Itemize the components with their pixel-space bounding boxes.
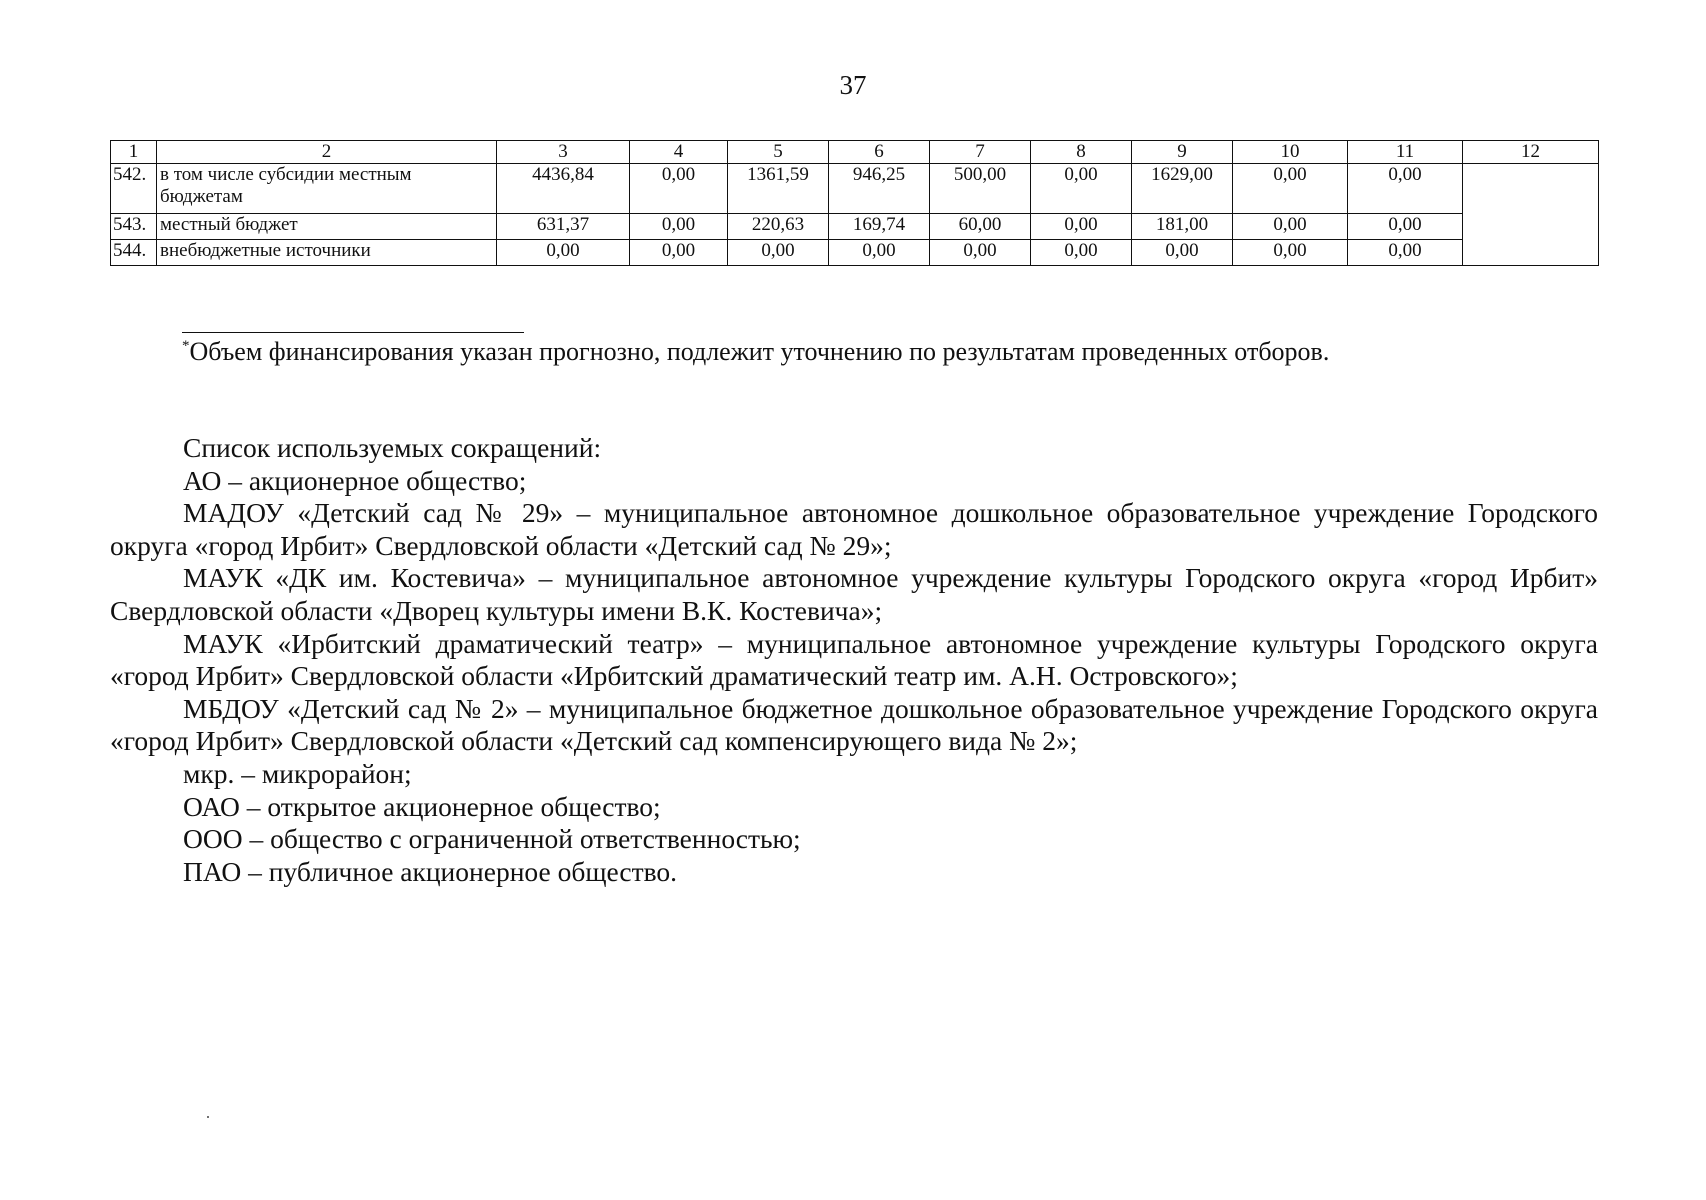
column-header: 6 [829, 141, 930, 164]
table-cell: 0,00 [1348, 214, 1463, 240]
table-cell: 0,00 [630, 164, 728, 214]
column-header: 9 [1132, 141, 1233, 164]
table-cell: 0,00 [1132, 240, 1233, 266]
table-cell: 0,00 [930, 240, 1031, 266]
table-cell: 500,00 [930, 164, 1031, 214]
footnote-text: Объем финансирования указан прогнозно, подлежит уточнению по результатам проведенных отборов. [189, 337, 1330, 366]
table-cell: 0,00 [1031, 214, 1132, 240]
column-header: 1 [111, 141, 157, 164]
column-header: 8 [1031, 141, 1132, 164]
page-number: 37 [839, 70, 867, 100]
table-cell: 220,63 [728, 214, 829, 240]
table-cell: 946,25 [829, 164, 930, 214]
abbreviation-item: ОАО – открытое акционерное общество; [183, 790, 661, 822]
column-header: 2 [157, 141, 497, 164]
table-cell: 1629,00 [1132, 164, 1233, 214]
column-header: 12 [1463, 141, 1599, 164]
column-header: 4 [630, 141, 728, 164]
scan-speck [207, 1116, 209, 1118]
abbreviation-item: ПАО – публичное акционерное общество. [183, 855, 678, 887]
table-cell: 0,00 [1348, 164, 1463, 214]
table-cell: 0,00 [1233, 240, 1348, 266]
abbreviation-item: МАУК «ДК им. Костевича» – муниципальное автономное учреждение культуры Городского округа «город Ирбит» Свердловской области «Дворец культуры имени В.К. Костевича»; [110, 562, 1598, 626]
table-row [111, 214, 1599, 240]
table-cell: 4436,84 [497, 164, 630, 214]
abbreviation-item: МАУК «Ирбитский драматический театр» – муниципальное автономное учреждение культуры Городского округа «город Ирбит» Свердловской области «Ирбитский драматический театр им. А.Н. Островского»; [110, 627, 1598, 692]
table-cell: 60,00 [930, 214, 1031, 240]
table-cell: 181,00 [1132, 214, 1233, 240]
abbreviation-item: АО – акционерное общество; [183, 464, 527, 496]
table-cell: 0,00 [630, 240, 728, 266]
table-cell: 0,00 [1031, 240, 1132, 266]
column-header: 10 [1233, 141, 1348, 164]
footnote-marker: * [182, 338, 190, 354]
row-name: местный бюджет [157, 214, 497, 240]
table-cell: 0,00 [1348, 240, 1463, 266]
row-index: 542. [111, 164, 157, 214]
table-cell: 0,00 [1233, 214, 1348, 240]
footnote-separator [182, 332, 524, 333]
row-index: 544. [111, 240, 157, 266]
abbreviation-item: МБДОУ «Детский сад № 2» – муниципальное бюджетное дошкольное образовательное учреждение Городского округа «город Ирбит» Свердловской области «Детский сад компенсирующего вида № 2»; [110, 692, 1598, 757]
column-12-cell [1463, 164, 1599, 266]
table-cell: 169,74 [829, 214, 930, 240]
row-index: 543. [111, 214, 157, 240]
table-cell: 0,00 [728, 240, 829, 266]
column-header: 3 [497, 141, 630, 164]
column-header: 11 [1348, 141, 1463, 164]
footnote [182, 337, 1329, 367]
table-row [111, 164, 1599, 214]
budget-table [110, 140, 1599, 266]
abbreviations-title: Список используемых сокращений: [183, 432, 602, 463]
table-cell: 0,00 [497, 240, 630, 266]
table-header-row [111, 141, 1599, 164]
abbreviation-item: ООО – общество с ограниченной ответственностью; [183, 823, 801, 855]
column-header: 7 [930, 141, 1031, 164]
table-row [111, 240, 1599, 266]
abbreviation-item: мкр. – микрорайон; [183, 757, 412, 789]
table-cell: 1361,59 [728, 164, 829, 214]
table-cell: 631,37 [497, 214, 630, 240]
table-cell: 0,00 [829, 240, 930, 266]
abbreviation-item: МАДОУ «Детский сад № 29» – муниципальное автономное дошкольное образовательное учреждение Городского округа «город Ирбит» Свердловской области «Детский сад № 29»; [110, 497, 1598, 561]
table-cell: 0,00 [1031, 164, 1132, 214]
table-cell: 0,00 [1233, 164, 1348, 214]
abbreviations-section [110, 432, 1598, 888]
column-header: 5 [728, 141, 829, 164]
row-name: внебюджетные источники [157, 240, 497, 266]
table-cell: 0,00 [630, 214, 728, 240]
row-name: в том числе субсидии местным бюджетам [157, 164, 497, 214]
